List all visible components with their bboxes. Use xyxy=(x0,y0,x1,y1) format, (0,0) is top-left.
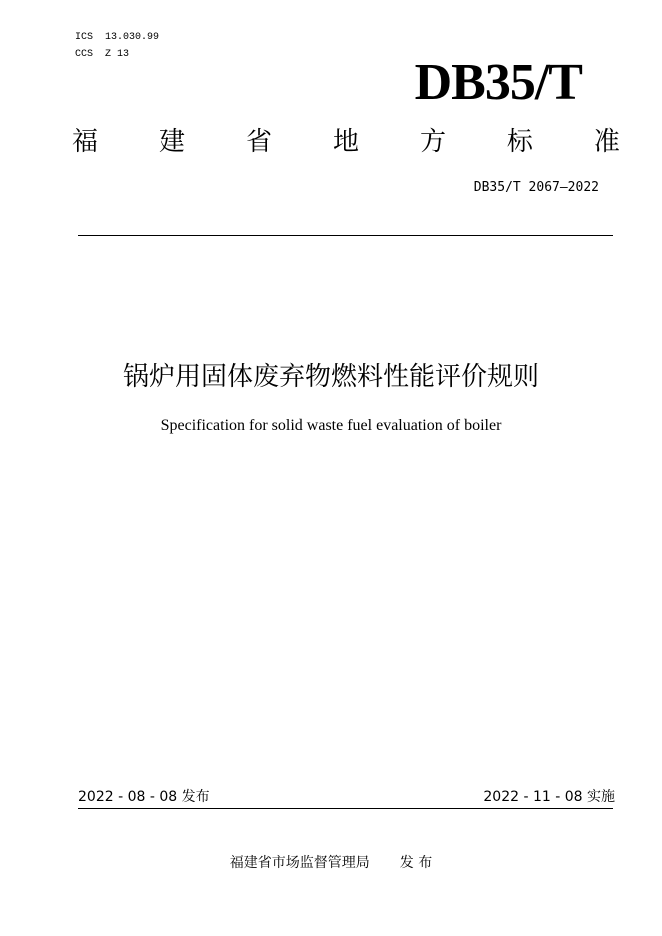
ics-code: ICS 13.030.99 xyxy=(75,32,160,43)
standard-logo: DB35/T xyxy=(414,54,582,111)
publish-action: 发 布 xyxy=(399,855,433,871)
standard-type-char: 建 xyxy=(158,127,185,157)
ccs-code: CCS Z 13 xyxy=(75,49,130,60)
document-title-chinese: 锅炉用固体废弃物燃料性能评价规则 xyxy=(122,362,539,392)
standard-type-char: 福 xyxy=(72,127,99,157)
publish-date: 2022 - 08 - 08 发布 xyxy=(78,789,210,805)
footer-divider xyxy=(78,808,613,809)
standard-type-char: 准 xyxy=(593,127,620,157)
header-divider xyxy=(78,235,613,236)
publisher-line xyxy=(0,854,662,872)
standard-type-char: 标 xyxy=(506,127,533,157)
document-title-english: Specification for solid waste fuel evaluation of boiler xyxy=(160,417,502,434)
implement-date: 2022 - 11 - 08 实施 xyxy=(483,789,615,805)
standard-type-char: 地 xyxy=(332,127,359,157)
standard-number: DB35/T 2067—2022 xyxy=(473,180,599,195)
standard-type-heading xyxy=(72,124,620,160)
standard-type-char: 方 xyxy=(419,127,446,157)
publishing-authority: 福建省市场监督管理局 xyxy=(229,855,370,871)
standard-type-char: 省 xyxy=(245,127,272,157)
